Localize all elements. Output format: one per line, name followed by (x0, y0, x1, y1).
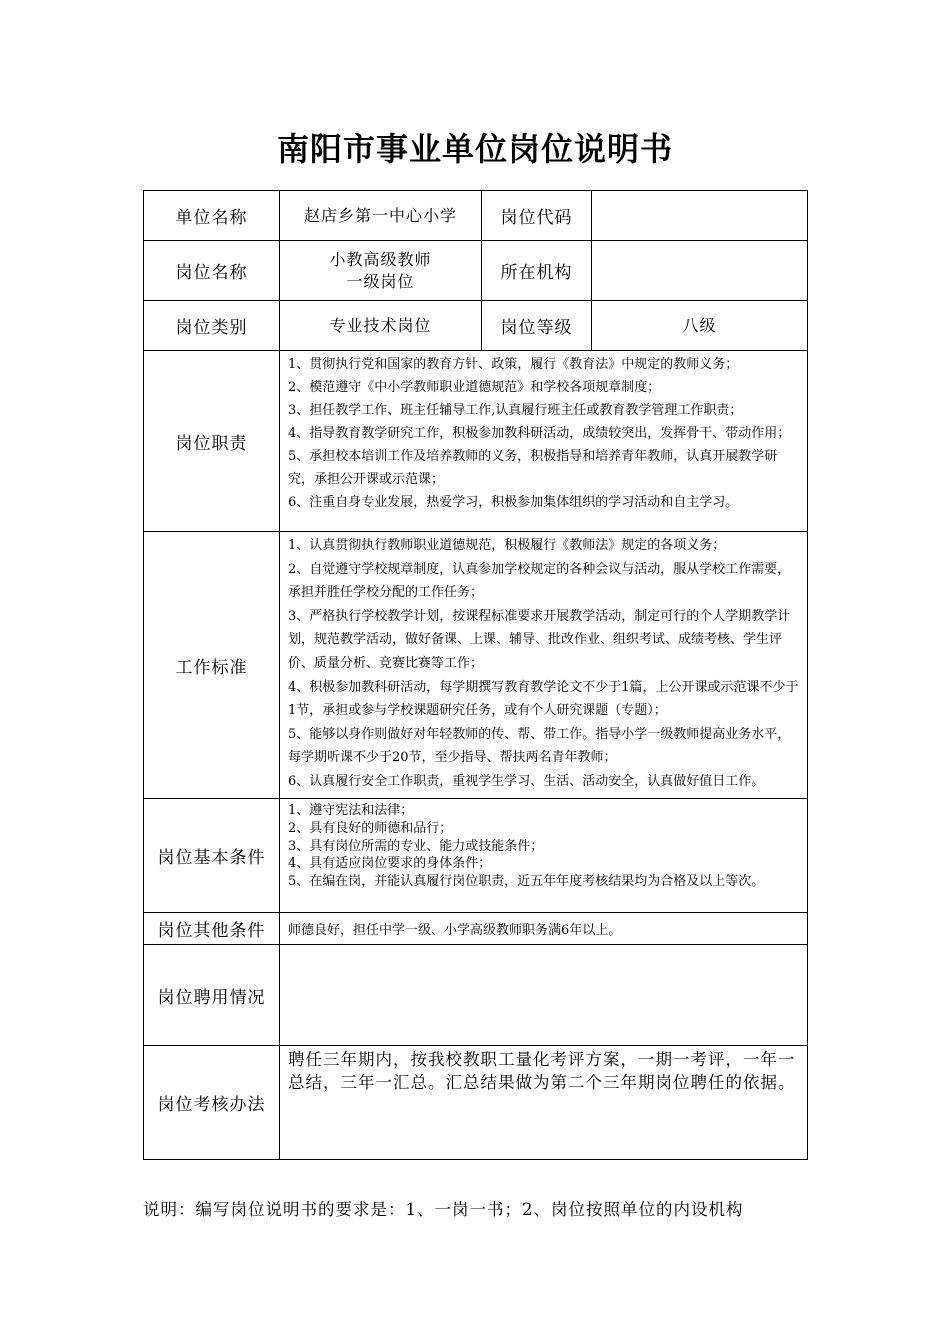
list-item: 2、具有良好的师德和品行； (288, 820, 453, 836)
list-item: 2、模范遵守《中小学教师职业道德规范》和学校各项规章制度； (288, 380, 661, 395)
post-description-table (143, 190, 808, 1160)
list-item: 3、严格执行学校教学计划，按课程标准要求开展教学活动，制定可行的个人学期教学计划，规范教学活动，做好备课、上课、辅导、批改作业、组织考试、成绩考核、学生评价、质量分析、竞赛比赛等工作； (288, 608, 791, 671)
list-item: 1、认真贯彻执行教师职业道德规范，积极履行《教师法》规定的各项义务； (288, 538, 726, 553)
list-item: 5、承担校本培训工作及培养教师的义务，积极指导和培养青年教师，认真开展教学研究，承担公开课或示范课； (288, 449, 778, 487)
page-title: 南阳市事业单位岗位说明书 (276, 130, 673, 168)
list-item: 5、能够以身作则做好对年轻教师的传、帮、带工作。指导小学一级教师提高业务水平，每学期听课不少于20节，至少指导、帮扶两名青年教师； (288, 726, 791, 766)
other-conditions-value: 师德良好，担任中学一级、小学高级教师职务满6年以上。 (280, 913, 808, 945)
post-name-value (280, 241, 482, 301)
basic-conditions-label: 岗位基本条件 (144, 799, 280, 913)
list-item: 4、具有适应岗位要求的身体条件； (288, 856, 492, 872)
hiring-status-label: 岗位聘用情况 (144, 945, 280, 1046)
unit-name-label: 单位名称 (144, 191, 280, 241)
post-name-line-2: 一级岗位 (346, 271, 415, 291)
table-row (144, 191, 808, 241)
list-item: 6、认真履行安全工作职责，重视学生学习、生活、活动安全，认真做好值日工作。 (288, 773, 765, 789)
footnote: 说明：编写岗位说明书的要求是：1、一岗一书；2、岗位按照单位的内设机构 (143, 1200, 744, 1219)
list-item: 1、贯彻执行党和国家的教育方针、政策，履行《教育法》中规定的教师义务； (288, 357, 739, 372)
list-item: 2、自觉遵守学校规章制度，认真参加学校规定的各种会议与活动，服从学校工作需要，承担并胜任学校分配的工作任务； (288, 561, 791, 601)
list-item: 3、担任教学工作、班主任辅导工作,认真履行班主任或教育教学管理工作职责； (288, 403, 743, 418)
assessment-label: 岗位考核办法 (144, 1046, 280, 1160)
post-type-value: 专业技术岗位 (280, 301, 482, 351)
list-item: 1、遵守宪法和法律； (288, 803, 414, 818)
table-row (144, 1046, 808, 1160)
list-item: 5、在编在岗，并能认真履行岗位职责，近五年年度考核结果均为合格及以上等次。 (288, 874, 765, 890)
unit-name-value: 赵店乡第一中心小学 (280, 191, 482, 241)
post-name-label: 岗位名称 (144, 241, 280, 301)
table-row (144, 532, 808, 799)
list-item: 3、具有岗位所需的专业、能力或技能条件； (288, 838, 544, 854)
duties-label: 岗位职责 (144, 351, 280, 532)
standards-label: 工作标准 (144, 532, 280, 799)
post-code-label: 岗位代码 (482, 191, 592, 241)
assessment-value: 聘任三年期内，按我校教职工量化考评方案，一期一考评，一年一总结，三年一汇总。汇总结果做为第二个三年期岗位聘任的依据。 (280, 1046, 808, 1160)
post-name-line-1: 小教高级教师 (329, 249, 432, 269)
post-code-value (592, 191, 808, 241)
table-row (144, 799, 808, 913)
list-item: 4、指导教育教学研究工作，积极参加教科研活动，成绩较突出，发挥骨干、带动作用； (288, 426, 791, 441)
table-row (144, 913, 808, 945)
org-value (592, 241, 808, 301)
other-conditions-label: 岗位其他条件 (144, 913, 280, 945)
table-row (144, 945, 808, 1046)
list-item: 6、注重自身专业发展，热爱学习，积极参加集体组织的学习活动和自主学习。 (288, 495, 739, 510)
post-grade-label: 岗位等级 (482, 301, 592, 351)
post-grade-value: 八级 (592, 301, 808, 351)
hiring-status-value (280, 945, 808, 1046)
standards-list (280, 532, 808, 799)
post-type-label: 岗位类别 (144, 301, 280, 351)
table-row (144, 301, 808, 351)
list-item: 4、积极参加教科研活动，每学期撰写教育教学论文不少于1篇，上公开课或示范课不少于1节，承担或参与学校课题研究任务，或有个人研究课题（专题）； (288, 679, 799, 719)
basic-conditions-list (280, 799, 808, 913)
table-row (144, 351, 808, 532)
duties-list (280, 351, 808, 532)
table-row (144, 241, 808, 301)
org-label: 所在机构 (482, 241, 592, 301)
